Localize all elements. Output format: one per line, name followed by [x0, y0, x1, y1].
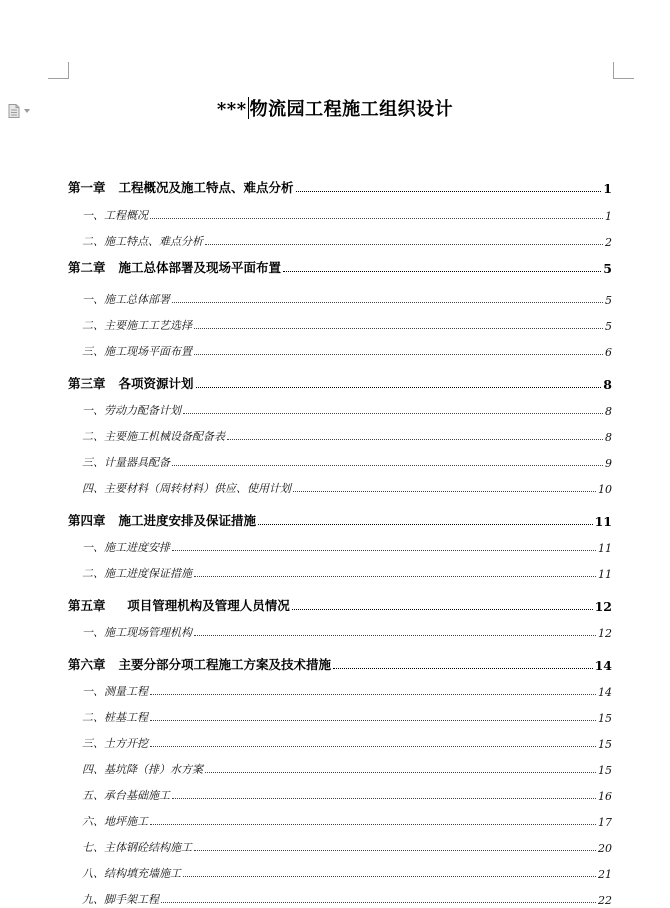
toc-page-number: 21 — [598, 868, 612, 881]
toc-section-entry[interactable] — [68, 205, 612, 223]
toc-leader-dots — [205, 772, 596, 773]
toc-leader-dots — [183, 413, 603, 414]
toc-page-number: 6 — [605, 346, 612, 359]
toc-leader-dots — [150, 694, 596, 695]
toc-entry-text: 七、主体钢砼结构施工 — [82, 841, 192, 854]
toc-page-number: 15 — [598, 712, 612, 725]
toc-leader-dots — [161, 902, 596, 903]
toc-leader-dots — [293, 491, 596, 492]
title-rest: 物流园工程施工组织设计 — [249, 99, 454, 120]
toc-entry-text: 二、施工特点、难点分析 — [82, 235, 203, 248]
toc-entry-text: 一、施工总体部署 — [82, 293, 170, 306]
toc-section-entry[interactable] — [68, 837, 612, 855]
toc-chapter-entry[interactable] — [68, 258, 612, 276]
toc-chapter-entry[interactable] — [68, 511, 612, 529]
toc-leader-dots — [150, 720, 596, 721]
toc-page-number: 17 — [598, 816, 612, 829]
document-title[interactable] — [0, 95, 670, 121]
toc-section-entry[interactable] — [68, 863, 612, 881]
toc-entry-text: 一、施工现场管理机构 — [82, 626, 192, 639]
toc-page-number: 2 — [605, 236, 612, 249]
title-prefix: *** — [216, 99, 247, 120]
toc-entry-text: 二、主要施工工艺选择 — [82, 319, 192, 332]
toc-leader-dots — [183, 876, 596, 877]
toc-page-number: 10 — [598, 483, 612, 496]
toc-entry-text: 三、施工现场平面布置 — [82, 345, 192, 358]
toc-page-number: 11 — [598, 568, 612, 581]
toc-leader-dots — [196, 387, 602, 388]
toc-section-entry[interactable] — [68, 889, 612, 907]
toc-entry-text: 五、承台基础施工 — [82, 789, 170, 802]
toc-entry-text: 二、施工进度保证措施 — [82, 567, 192, 580]
toc-page-number: 20 — [598, 842, 612, 855]
toc-page-number: 12 — [598, 627, 612, 640]
toc-section-entry[interactable] — [68, 622, 612, 640]
toc-leader-dots — [258, 524, 593, 525]
toc-entry-text: 二、主要施工机械设备配备表 — [82, 430, 225, 443]
toc-page-number: 5 — [605, 320, 612, 333]
toc-section-entry[interactable] — [68, 400, 612, 418]
toc-leader-dots — [172, 798, 596, 799]
toc-page-number: 14 — [598, 686, 612, 699]
toc-section-entry[interactable] — [68, 289, 612, 307]
toc-entry-text: 二、桩基工程 — [82, 711, 148, 724]
toc-entry-text: 一、测量工程 — [82, 685, 148, 698]
toc-page-number: 9 — [605, 457, 612, 470]
toc-entry-text: 四、主要材料（周转材料）供应、使用计划 — [82, 482, 291, 495]
toc-section-entry[interactable] — [68, 733, 612, 751]
toc-leader-dots — [205, 244, 603, 245]
toc-section-entry[interactable] — [68, 426, 612, 444]
toc-entry-text: 第一章 工程概况及施工特点、难点分析 — [68, 180, 294, 195]
toc-page-number: 8 — [603, 377, 612, 392]
toc-entry-text: 第五章 项目管理机构及管理人员情况 — [68, 598, 290, 613]
toc-leader-dots — [150, 746, 596, 747]
toc-page-number: 1 — [605, 210, 612, 223]
toc-entry-text: 一、劳动力配备计划 — [82, 404, 181, 417]
toc-page-number: 12 — [594, 599, 612, 614]
toc-entry-text: 三、土方开挖 — [82, 737, 148, 750]
toc-leader-dots — [172, 550, 596, 551]
toc-leader-dots — [150, 218, 603, 219]
toc-leader-dots — [194, 328, 603, 329]
toc-leader-dots — [296, 191, 602, 192]
toc-page-number: 5 — [603, 261, 612, 276]
toc-chapter-entry[interactable] — [68, 374, 612, 392]
toc-entry-text: 四、基坑降（排）水方案 — [82, 763, 203, 776]
toc-page-number: 11 — [594, 514, 612, 529]
toc-section-entry[interactable] — [68, 341, 612, 359]
toc-leader-dots — [150, 824, 596, 825]
toc-entry-text: 三、计量器具配备 — [82, 456, 170, 469]
toc-section-entry[interactable] — [68, 811, 612, 829]
toc-page-number: 8 — [605, 431, 612, 444]
toc-section-entry[interactable] — [68, 478, 612, 496]
toc-entry-text: 第三章 各项资源计划 — [68, 376, 194, 391]
toc-section-entry[interactable] — [68, 231, 612, 249]
toc-leader-dots — [194, 635, 596, 636]
toc-section-entry[interactable] — [68, 707, 612, 725]
toc-page-number: 1 — [603, 181, 612, 196]
toc-entry-text: 第六章 主要分部分项工程施工方案及技术措施 — [68, 657, 332, 672]
toc-leader-dots — [283, 271, 601, 272]
page-corner-mark-top-left — [48, 62, 69, 79]
toc-section-entry[interactable] — [68, 315, 612, 333]
toc-page-number: 11 — [598, 542, 612, 555]
toc-section-entry[interactable] — [68, 681, 612, 699]
toc-entry-text: 六、地坪施工 — [82, 815, 148, 828]
toc-leader-dots — [227, 439, 603, 440]
toc-leader-dots — [292, 609, 593, 610]
toc-leader-dots — [194, 576, 596, 577]
toc-page-number: 16 — [598, 790, 612, 803]
toc-chapter-entry[interactable] — [68, 655, 612, 673]
toc-entry-text: 八、结构填充墙施工 — [82, 867, 181, 880]
toc-leader-dots — [194, 354, 603, 355]
toc-entry-text: 第二章 施工总体部署及现场平面布置 — [68, 260, 282, 275]
toc-section-entry[interactable] — [68, 759, 612, 777]
toc-page-number: 15 — [598, 738, 612, 751]
toc-section-entry[interactable] — [68, 537, 612, 555]
toc-leader-dots — [172, 302, 603, 303]
toc-section-entry[interactable] — [68, 785, 612, 803]
toc-chapter-entry[interactable] — [68, 178, 612, 196]
toc-page-number: 15 — [598, 764, 612, 777]
toc-leader-dots — [333, 668, 593, 669]
text-cursor — [248, 97, 249, 119]
toc-page-number: 22 — [598, 894, 612, 907]
toc-entry-text: 九、脚手架工程 — [82, 893, 159, 906]
toc-page-number: 8 — [605, 405, 612, 418]
toc-entry-text: 一、工程概况 — [82, 209, 148, 222]
toc-entry-text: 一、施工进度安排 — [82, 541, 170, 554]
toc-leader-dots — [172, 465, 603, 466]
toc-page-number: 5 — [605, 294, 612, 307]
toc-leader-dots — [194, 850, 596, 851]
toc-entry-text: 第四章 施工进度安排及保证措施 — [68, 513, 257, 528]
toc-chapter-entry[interactable] — [68, 596, 612, 614]
toc-section-entry[interactable] — [68, 563, 612, 581]
toc-page-number: 14 — [594, 658, 612, 673]
toc-section-entry[interactable] — [68, 452, 612, 470]
page-corner-mark-top-right — [613, 62, 634, 79]
